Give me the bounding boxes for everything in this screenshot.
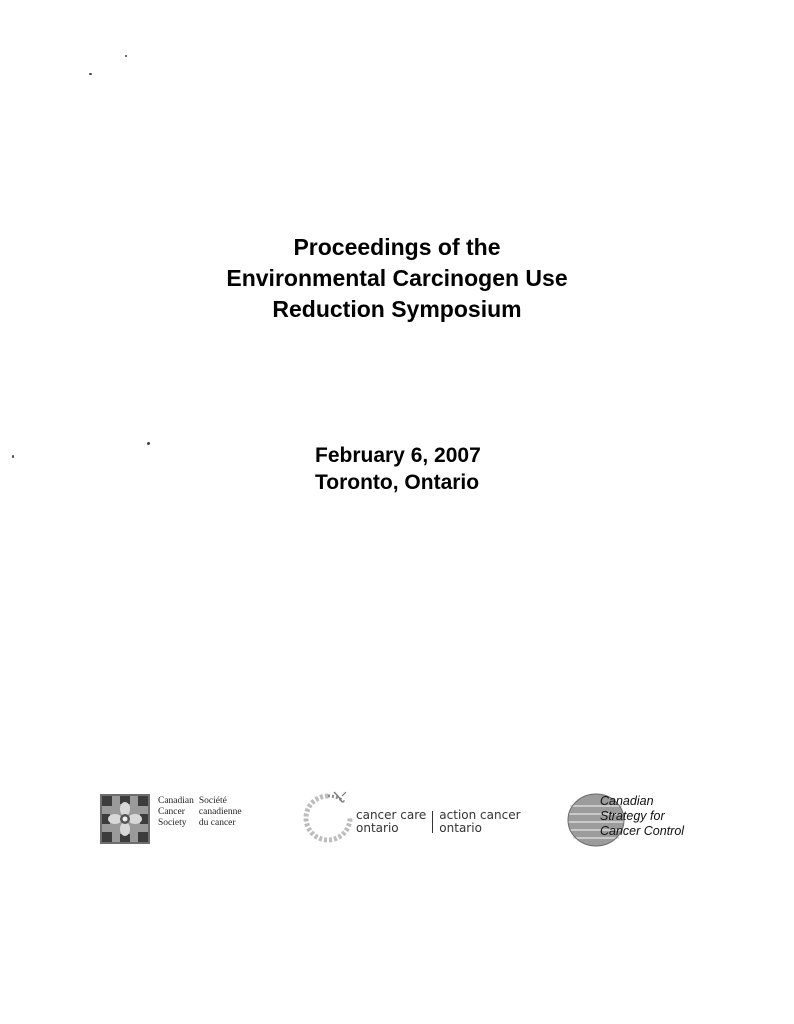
title-line-2: Environmental Carcinogen Use (226, 265, 568, 291)
daffodil-emblem-icon (100, 794, 150, 844)
cscc-line: Cancer Control (600, 824, 685, 838)
scan-speck (147, 442, 150, 445)
scan-speck (125, 55, 127, 57)
cco-en-line: ontario (356, 821, 399, 835)
canadian-strategy-cancer-control-logo (566, 790, 716, 850)
scan-speck (12, 455, 14, 458)
cscc-line: Canadian (600, 794, 654, 808)
scan-speck (89, 73, 92, 75)
ccs-en-line: Canadian (158, 796, 194, 806)
title-line-3: Reduction Symposium (272, 296, 522, 322)
ccs-fr-line: du cancer (198, 818, 236, 828)
cscc-line: Strategy for (600, 809, 665, 823)
cco-ring-icon (298, 788, 358, 848)
cco-fr-line: ontario (439, 821, 482, 835)
cancer-care-ontario-logo (298, 788, 548, 848)
cco-en-line: cancer care (356, 808, 427, 822)
ccs-fr-line: canadienne (198, 807, 242, 817)
ccs-en-line: Society (158, 818, 187, 828)
event-date: February 6, 2007 (315, 444, 481, 467)
event-details (315, 442, 481, 496)
event-location: Toronto, Ontario (315, 471, 480, 494)
document-title (0, 232, 794, 325)
title-line-1: Proceedings of the (293, 234, 501, 260)
ccs-fr-line: Société (198, 796, 227, 806)
cco-fr-line: action cancer (439, 808, 521, 822)
ccs-en-line: Cancer (158, 807, 185, 817)
canadian-cancer-society-logo (100, 794, 300, 844)
